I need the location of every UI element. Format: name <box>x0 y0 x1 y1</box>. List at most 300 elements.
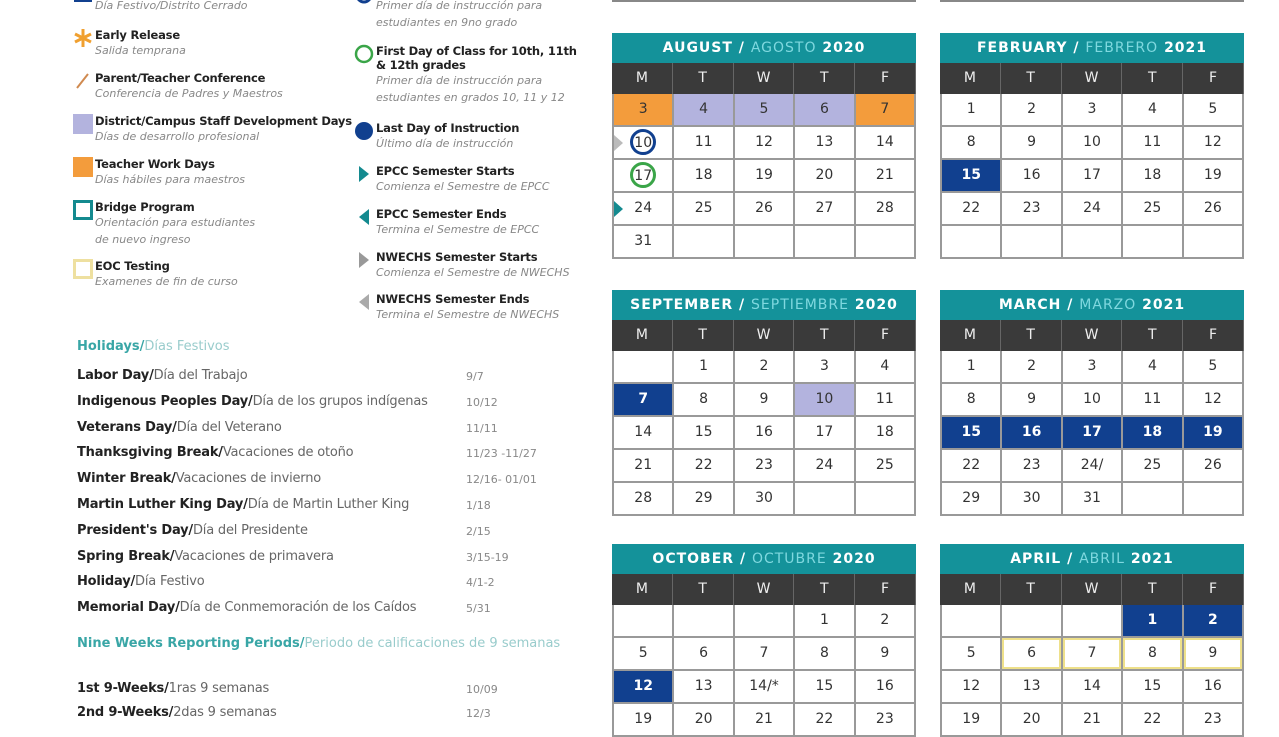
title-separator: / <box>732 40 751 56</box>
legend-item <box>376 164 550 195</box>
day-cell <box>795 351 855 382</box>
holiday-date: 11/23 -11/27 <box>466 447 537 461</box>
holiday-date: 12/3 <box>466 707 491 720</box>
day-number: 28 <box>875 200 894 216</box>
weekday-label: T <box>794 63 855 94</box>
day-number: 14/* <box>749 678 779 694</box>
day-number: 5 <box>1208 358 1218 374</box>
day-cell <box>1123 193 1183 224</box>
legend-item <box>376 207 539 238</box>
month-calendar-september <box>612 290 916 516</box>
weekday-header <box>940 320 1244 351</box>
holiday-name-en: Holiday/ <box>77 574 136 590</box>
day-cell <box>940 94 1002 125</box>
month-calendar-march <box>940 290 1244 516</box>
holiday-name-en: Memorial Day/ <box>77 600 180 616</box>
empty-cell <box>735 605 795 636</box>
month-title <box>940 33 1244 63</box>
day-cell <box>612 193 674 224</box>
day-number: 19 <box>634 711 653 727</box>
holidays-heading <box>77 339 230 354</box>
day-cell <box>856 384 916 415</box>
day-cell <box>735 94 795 125</box>
day-cell <box>1123 384 1183 415</box>
green-circle-icon <box>354 44 374 64</box>
day-number: 4 <box>1147 358 1157 374</box>
day-number: 25 <box>1143 457 1162 473</box>
empty-cell <box>1063 226 1123 257</box>
weekday-label: T <box>673 63 734 94</box>
teal-left-triangle-icon <box>354 207 374 227</box>
empty-cell <box>612 351 674 382</box>
legend-item <box>95 71 283 102</box>
day-cell <box>856 160 916 191</box>
day-number: 2 <box>1027 101 1037 117</box>
day-number: 17 <box>1083 167 1101 183</box>
week-row <box>612 671 916 704</box>
holiday-name-es: Día de Conmemoración de los Caídos <box>179 600 417 616</box>
weekday-label: T <box>794 574 855 605</box>
day-cell <box>1063 671 1123 702</box>
weekday-label: W <box>734 320 795 351</box>
week-row <box>940 127 1244 160</box>
day-cell <box>735 450 795 481</box>
nwechs-start-marker-icon <box>614 135 623 151</box>
weekday-label: F <box>1183 320 1244 351</box>
holiday-date: 3/15-19 <box>466 550 509 564</box>
day-cell <box>1063 94 1123 125</box>
legend-sub: Examenes de fin de curso <box>95 275 238 288</box>
day-number: 17 <box>1082 424 1102 440</box>
day-cell <box>1184 94 1244 125</box>
prev-calendar-edge <box>940 0 1244 2</box>
day-number: 12 <box>755 134 773 150</box>
day-cell <box>735 127 795 158</box>
day-number: 16 <box>1021 424 1042 440</box>
day-cell <box>1184 351 1244 382</box>
legend-sub2: estudiantes en grados 10, 11 y 12 <box>376 91 565 104</box>
empty-cell <box>856 483 916 514</box>
day-number: 2 <box>1027 358 1037 374</box>
month-name-en: OCTOBER <box>652 551 735 567</box>
legend-sub: Último día de instrucción <box>376 137 514 150</box>
day-cell <box>612 384 674 415</box>
legend-sub: Primer día de instrucción para <box>376 74 543 87</box>
month-year: 2020 <box>854 297 898 313</box>
legend-sub2: de nuevo ingreso <box>95 233 191 246</box>
holiday-name-es: Vacaciones de primavera <box>174 548 334 564</box>
week-row <box>940 384 1244 417</box>
day-number: 3 <box>1087 358 1097 374</box>
legend-item <box>376 292 559 323</box>
day-number: 9 <box>880 645 890 661</box>
day-number: 30 <box>1022 490 1041 506</box>
legend-item <box>95 157 245 188</box>
day-number: 5 <box>759 101 769 117</box>
reporting-heading-es: Periodo de calificaciones de 9 semanas <box>304 636 561 651</box>
day-number: 18 <box>694 167 713 183</box>
day-cell <box>674 160 734 191</box>
gray-left-triangle-icon <box>354 292 374 312</box>
weekday-label: M <box>940 574 1001 605</box>
day-cell <box>1002 671 1062 702</box>
day-number: 3 <box>638 101 648 117</box>
month-name-es: ABRIL <box>1079 551 1125 567</box>
holiday-date: 5/31 <box>466 602 491 616</box>
day-cell <box>940 160 1002 191</box>
title-separator: / <box>734 551 752 567</box>
navy-circle-icon <box>354 0 374 12</box>
weekday-label: W <box>734 63 795 94</box>
day-cell <box>795 160 855 191</box>
day-number: 21 <box>634 457 653 473</box>
week-row <box>940 351 1244 384</box>
day-number: 15 <box>961 424 981 440</box>
slash-icon <box>73 71 93 91</box>
empty-cell <box>856 226 916 257</box>
day-cell <box>1184 127 1244 158</box>
day-cell <box>612 671 674 702</box>
holiday-name-es: Día del Veterano <box>176 419 282 435</box>
weekday-label: T <box>794 320 855 351</box>
day-cell <box>1002 127 1062 158</box>
legend-item <box>376 121 519 152</box>
empty-cell <box>795 483 855 514</box>
day-number: 10 <box>815 391 834 407</box>
day-cell <box>674 417 734 448</box>
day-cell <box>795 94 855 125</box>
day-cell <box>612 160 674 191</box>
day-number: 7 <box>638 391 649 407</box>
day-cell <box>856 450 916 481</box>
day-number: 9 <box>759 391 769 407</box>
day-cell <box>1063 483 1123 514</box>
legend-item <box>376 44 577 106</box>
day-cell <box>795 638 855 669</box>
legend-title: Parent/Teacher Conference <box>95 71 266 85</box>
day-number: 27 <box>815 200 834 216</box>
weekday-label: T <box>1122 320 1183 351</box>
day-cell <box>940 127 1002 158</box>
day-number: 29 <box>694 490 713 506</box>
legend-item <box>95 0 248 14</box>
day-cell <box>735 417 795 448</box>
day-cell <box>1002 638 1062 669</box>
day-number: 16 <box>875 678 894 694</box>
week-row <box>940 704 1244 737</box>
week-row <box>612 638 916 671</box>
day-number: 7 <box>759 645 769 661</box>
day-number: 11 <box>1143 391 1162 407</box>
month-name-en: MARCH <box>998 297 1062 313</box>
day-number: 8 <box>819 645 829 661</box>
month-calendar-august <box>612 33 916 259</box>
day-number: 22 <box>962 457 981 473</box>
day-number: 19 <box>755 167 773 183</box>
day-cell <box>940 351 1002 382</box>
day-cell <box>612 127 674 158</box>
title-separator: / <box>1067 40 1086 56</box>
holiday-name-es: Día Festivo <box>135 574 205 590</box>
day-number: 7 <box>1087 645 1097 661</box>
day-cell <box>1184 605 1244 636</box>
day-cell <box>1002 94 1062 125</box>
day-number: 12 <box>1203 391 1222 407</box>
month-title <box>612 290 916 320</box>
day-cell <box>1063 450 1123 481</box>
day-number: 9 <box>1027 134 1037 150</box>
reporting-heading <box>77 636 560 651</box>
legend-sub: Día Festivo/Distrito Cerrado <box>95 0 248 12</box>
empty-cell <box>1123 226 1183 257</box>
month-year: 2021 <box>1130 551 1174 567</box>
day-cell <box>1063 351 1123 382</box>
title-separator: / <box>1061 297 1080 313</box>
day-number: 5 <box>1208 101 1218 117</box>
legend-sub: Termina el Semestre de EPCC <box>376 223 540 236</box>
day-number: 22 <box>815 711 834 727</box>
legend-sub: Orientación para estudiantes <box>95 216 256 229</box>
holiday-square-icon <box>73 0 93 12</box>
day-cell <box>735 483 795 514</box>
weekday-header <box>612 574 916 605</box>
day-number: 13 <box>694 678 713 694</box>
holiday-row <box>77 368 247 383</box>
day-cell <box>674 384 734 415</box>
title-separator: / <box>1061 551 1080 567</box>
month-name-es: FEBRERO <box>1085 40 1159 56</box>
gray-right-triangle-icon <box>354 250 374 270</box>
empty-cell <box>674 226 734 257</box>
day-cell <box>612 226 674 257</box>
day-number: 18 <box>1142 424 1163 440</box>
week-row <box>612 226 916 259</box>
weekday-header <box>940 574 1244 605</box>
day-number: 4 <box>880 358 890 374</box>
month-title <box>612 544 916 574</box>
weekday-label: T <box>1001 63 1062 94</box>
week-row <box>940 417 1244 450</box>
holiday-name-es: 2das 9 semanas <box>173 705 277 720</box>
holiday-date: 1/18 <box>466 499 491 512</box>
day-number: 24/ <box>1080 457 1104 473</box>
legend-sub2: estudiantes en 9no grado <box>376 16 518 29</box>
holiday-name-en: Veterans Day/ <box>77 419 177 435</box>
holiday-date: 10/12 <box>466 395 498 409</box>
week-row <box>612 94 916 127</box>
legend-item <box>376 250 570 281</box>
empty-cell <box>1002 605 1062 636</box>
day-cell <box>735 160 795 191</box>
day-number: 14 <box>1083 678 1101 694</box>
holiday-date: 10/09 <box>466 683 498 696</box>
legend-item <box>376 0 542 31</box>
epcc-start-marker-icon <box>614 201 623 217</box>
day-number: 11 <box>875 391 894 407</box>
day-number: 16 <box>755 424 773 440</box>
day-cell <box>612 638 674 669</box>
weekday-label: M <box>940 63 1001 94</box>
month-year: 2021 <box>1142 297 1186 313</box>
day-number: 9 <box>1208 645 1218 661</box>
day-cell <box>1002 193 1062 224</box>
legend-title2: & 12th grades <box>376 58 466 72</box>
day-cell <box>795 127 855 158</box>
week-row <box>612 704 916 737</box>
day-number: 20 <box>694 711 713 727</box>
legend-sub: Termina el Semestre de NWECHS <box>376 308 560 321</box>
month-title <box>940 290 1244 320</box>
holiday-name-en: 2nd 9-Weeks/ <box>77 705 174 720</box>
week-row <box>612 384 916 417</box>
month-name-es: AGOSTO <box>750 40 817 56</box>
day-cell <box>795 193 855 224</box>
day-cell <box>856 94 916 125</box>
holiday-date: 4/1-2 <box>466 576 495 590</box>
weekday-label: T <box>673 320 734 351</box>
day-number: 14 <box>634 424 653 440</box>
month-name-es: OCTUBRE <box>751 551 827 567</box>
day-cell <box>1002 384 1062 415</box>
day-cell <box>940 450 1002 481</box>
holiday-name-es: Día de Martin Luther King <box>247 497 410 512</box>
holiday-row <box>77 600 416 615</box>
weekday-label: T <box>1122 63 1183 94</box>
day-cell <box>674 671 734 702</box>
day-number: 7 <box>880 101 890 117</box>
day-number: 15 <box>1143 678 1162 694</box>
day-number: 5 <box>638 645 648 661</box>
day-number: 31 <box>634 233 653 249</box>
day-cell <box>735 671 795 702</box>
day-cell <box>940 671 1002 702</box>
day-number: 19 <box>1203 167 1222 183</box>
day-number: 12 <box>633 678 653 694</box>
weekday-header <box>612 320 916 351</box>
day-cell <box>1063 384 1123 415</box>
empty-cell <box>735 226 795 257</box>
day-cell <box>1123 671 1183 702</box>
weekday-label: T <box>1001 320 1062 351</box>
legend-sub: Salida temprana <box>95 44 186 57</box>
legend-title: NWECHS Semester Starts <box>376 250 538 264</box>
day-cell <box>940 638 1002 669</box>
day-number: 11 <box>694 134 713 150</box>
month-title <box>612 33 916 63</box>
day-cell <box>1002 417 1062 448</box>
day-cell <box>1123 127 1183 158</box>
legend-sub: Comienza el Semestre de NWECHS <box>376 266 570 279</box>
day-cell <box>612 450 674 481</box>
day-number: 26 <box>755 200 773 216</box>
empty-cell <box>795 226 855 257</box>
day-number: 17 <box>815 424 834 440</box>
weekday-label: W <box>1062 320 1123 351</box>
week-row <box>612 483 916 516</box>
week-row <box>940 94 1244 127</box>
month-year: 2020 <box>832 551 876 567</box>
day-cell <box>1063 638 1123 669</box>
day-cell <box>856 127 916 158</box>
day-cell <box>735 351 795 382</box>
day-cell <box>1123 450 1183 481</box>
day-number: 25 <box>1143 200 1162 216</box>
month-year: 2021 <box>1164 40 1208 56</box>
legend-sub: Primer día de instrucción para <box>376 0 543 12</box>
empty-cell <box>1063 605 1123 636</box>
day-number: 1 <box>699 358 709 374</box>
week-row <box>612 450 916 483</box>
weekday-header <box>612 63 916 94</box>
day-cell <box>674 450 734 481</box>
day-number: 26 <box>1203 457 1222 473</box>
day-cell <box>674 638 734 669</box>
holiday-name-en: President's Day/ <box>77 522 193 538</box>
day-number: 28 <box>634 490 653 506</box>
day-cell <box>1184 638 1244 669</box>
day-number: 3 <box>1087 101 1097 117</box>
month-name-es: SEPTIEMBRE <box>751 297 849 313</box>
holiday-row <box>77 681 269 696</box>
week-row <box>612 127 916 160</box>
day-number: 24 <box>634 200 653 216</box>
legend-title: Teacher Work Days <box>95 157 215 171</box>
day-number: 2 <box>759 358 769 374</box>
month-calendar-october <box>612 544 916 737</box>
holiday-name-en: Winter Break/ <box>77 471 176 487</box>
legend-title: NWECHS Semester Ends <box>376 292 530 306</box>
day-number: 13 <box>1022 678 1041 694</box>
legend-title: EOC Testing <box>95 259 170 273</box>
day-cell <box>1002 450 1062 481</box>
empty-cell <box>612 605 674 636</box>
legend-title: First Day of Class for 10th, 11th <box>376 44 577 58</box>
weekday-label: W <box>1062 574 1123 605</box>
empty-cell <box>1123 483 1183 514</box>
weekday-label: T <box>1001 574 1062 605</box>
day-cell <box>1123 638 1183 669</box>
weekday-label: M <box>612 320 673 351</box>
day-number: 2 <box>880 612 890 628</box>
day-number: 16 <box>1022 167 1041 183</box>
weekday-label: W <box>1062 63 1123 94</box>
day-number: 17 <box>630 162 656 188</box>
day-cell <box>735 638 795 669</box>
empty-cell <box>1002 226 1062 257</box>
day-number: 21 <box>1083 711 1101 727</box>
day-number: 6 <box>819 101 829 117</box>
day-cell <box>1123 160 1183 191</box>
day-number: 25 <box>875 457 894 473</box>
day-number: 16 <box>1203 678 1222 694</box>
weekday-label: M <box>612 574 673 605</box>
day-number: 4 <box>699 101 709 117</box>
weekday-label: T <box>1122 574 1183 605</box>
day-number: 30 <box>755 490 773 506</box>
weekday-label: F <box>1183 574 1244 605</box>
day-number: 6 <box>1027 645 1037 661</box>
day-number: 22 <box>962 200 981 216</box>
month-name-en: AUGUST <box>662 40 733 56</box>
day-number: 1 <box>819 612 829 628</box>
day-cell <box>856 605 916 636</box>
day-cell <box>612 94 674 125</box>
day-number: 11 <box>1143 134 1162 150</box>
day-cell <box>674 127 734 158</box>
day-cell <box>735 384 795 415</box>
day-number: 18 <box>875 424 894 440</box>
holidays-heading-en: Holidays/ <box>77 339 145 354</box>
